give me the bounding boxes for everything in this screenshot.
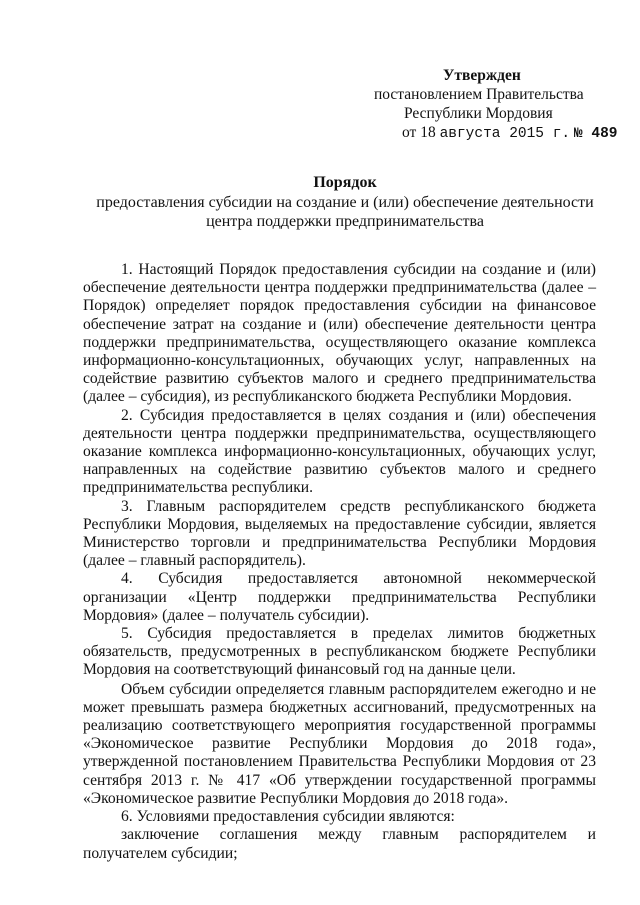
approval-date-typed: августа 2015 г. <box>439 126 571 142</box>
paragraph-4: 4. Субсидия предоставляется автономной некоммерческой организации «Центр поддержки предпринимательства Республики Мордовия» (далее – получатель субсидии). <box>83 570 596 624</box>
paragraph-2: 2. Субсидия предоставляется в целях создания и (или) обеспечения деятельности центра поддержки предпринимательства, осуществляющего оказание комплекса информационно-консультационных, обучающих услуг, направленных на содействие развитию субъектов малого и среднего предпринимательства республики. <box>83 406 596 497</box>
paragraph-3: 3. Главным распорядителем средств республиканского бюджета Республики Мордовия, выделяемых на предоставление субсидии, является Министерство торговли и предпринимательства Республики Мордовия (далее – главный распорядитель). <box>83 497 596 570</box>
paragraph-5: 5. Субсидия предоставляется в пределах лимитов бюджетных обязательств, предусмотренных в республиканском бюджете Республики Мордовия на соответствующий финансовый год на данные цели. <box>83 625 596 679</box>
approval-date-line <box>402 123 628 144</box>
approval-republic: Республики Мордовия <box>404 105 553 122</box>
approval-date-prefix: от 18 <box>402 124 436 141</box>
document-subtitle-line2: центра поддержки предпринимательства <box>206 213 484 230</box>
document-title: Порядок <box>313 174 377 191</box>
approval-number: № 489 <box>573 126 618 142</box>
document-subtitle-line1: предоставления субсидии на создание и (или) обеспечение деятельности <box>96 194 594 211</box>
approval-title: Утвержден <box>443 67 521 84</box>
paragraph-6-item: заключение соглашения между главным распорядителем и получателем субсидии; <box>83 826 596 862</box>
paragraph-6: 6. Условиями предоставления субсидии являются: <box>121 808 455 826</box>
document-body <box>83 261 596 863</box>
document-heading <box>90 173 600 231</box>
paragraph-5-cont: Объем субсидии определяется главным распорядителем ежегодно и не может превышать размера бюджетных ассигнований, предусмотренных на реализацию соответствующего мероприятия государственной программы «Экономическое развитие Республики Мордовия до 2018 года», утвержденной постановлением Правительства Республики Мордовия от 23 сентября 2013 г. № 417 «Об утверждении государственной программы «Экономическое развитие Республики Мордовия до 2018 года». <box>83 680 596 807</box>
approval-stamp <box>363 66 628 144</box>
approval-by: постановлением Правительства <box>374 86 584 103</box>
paragraph-1: 1. Настоящий Порядок предоставления субсидии на создание и (или) обеспечение деятельности центра поддержки предпринимательства (далее – Порядок) определяет порядок предоставления субсидии на финансовое обеспечение затрат на создание и (или) обеспечение деятельности центра поддержки предпринимательства, осуществляющего оказание комплекса информационно-консультационных, обучающих услуг, направленных на содействие развитию субъектов малого и среднего предпринимательства (далее – субсидия), из республиканского бюджета Республики Мордовия. <box>83 261 596 406</box>
